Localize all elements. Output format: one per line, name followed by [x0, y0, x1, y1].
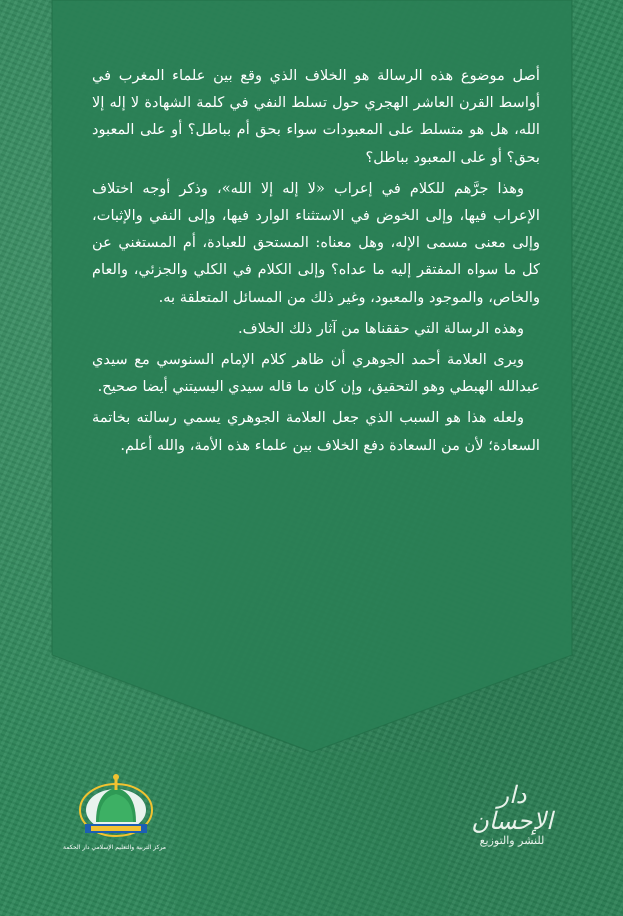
paragraph-5: ولعله هذا هو السبب الذي جعل العلامة الجوهري يسمي رسالته بخاتمة السعادة؛ لأن من السعادة دفع الخلاف بين علماء هذه الأمة، والله أعلم. — [92, 409, 540, 454]
publisher-name: دار الإحسان — [471, 781, 553, 835]
paragraph-4: ويرى العلامة أحمد الجوهري أن ظاهر كلام الإمام السنوسي مع سيدي عبدالله الهبطي وهو التحقيق، وإن كان ما قاله سيدي اليسيتني أيضا صحيح. — [92, 351, 540, 396]
body-text — [92, 62, 540, 463]
mosque-dome-icon — [71, 770, 161, 838]
publisher-center-logo — [63, 770, 166, 852]
publisher-subtitle: للنشر والتوزيع — [479, 834, 545, 847]
paragraph-3: وهذه الرسالة التي حققناها من آثار ذلك الخلاف. — [237, 319, 524, 337]
paragraph-2: وهذا جرَّهم للكلام في إعراب «لا إله إلا الله»، وذكر أوجه اختلاف الإعراب فيها، وإلى الخوض في الاستثناء الوارد فيها، وإلى النفي والإثبات، وإلى معنى مسمى الإله، وهل معناه: المستحق للعبادة، أم المستغني عن كل ما سواه المفتقر إليه ما عداه؟ وإلى الكلام في الكلي والجزئي، والعام والخاص، والموجود والمعبود، وغير ذلك من المسائل المتعلقة به. — [92, 179, 540, 306]
paragraph-1: أصل موضوع هذه الرسالة هو الخلاف الذي وقع بين علماء المغرب في أواسط القرن العاشر الهجري حول تسلط النفي في كلمة الشهادة لا إله إلا الله، هل هو متسلط على المعبودات سواء بحق أم بباطل؟ أو على المعبود بحق؟ أو على المعبود بباطل؟ — [92, 67, 540, 166]
publisher-logo — [462, 782, 562, 848]
center-logo-caption: مركز التربية والتعليم الإسلامي دار الحكمة — [63, 844, 166, 851]
